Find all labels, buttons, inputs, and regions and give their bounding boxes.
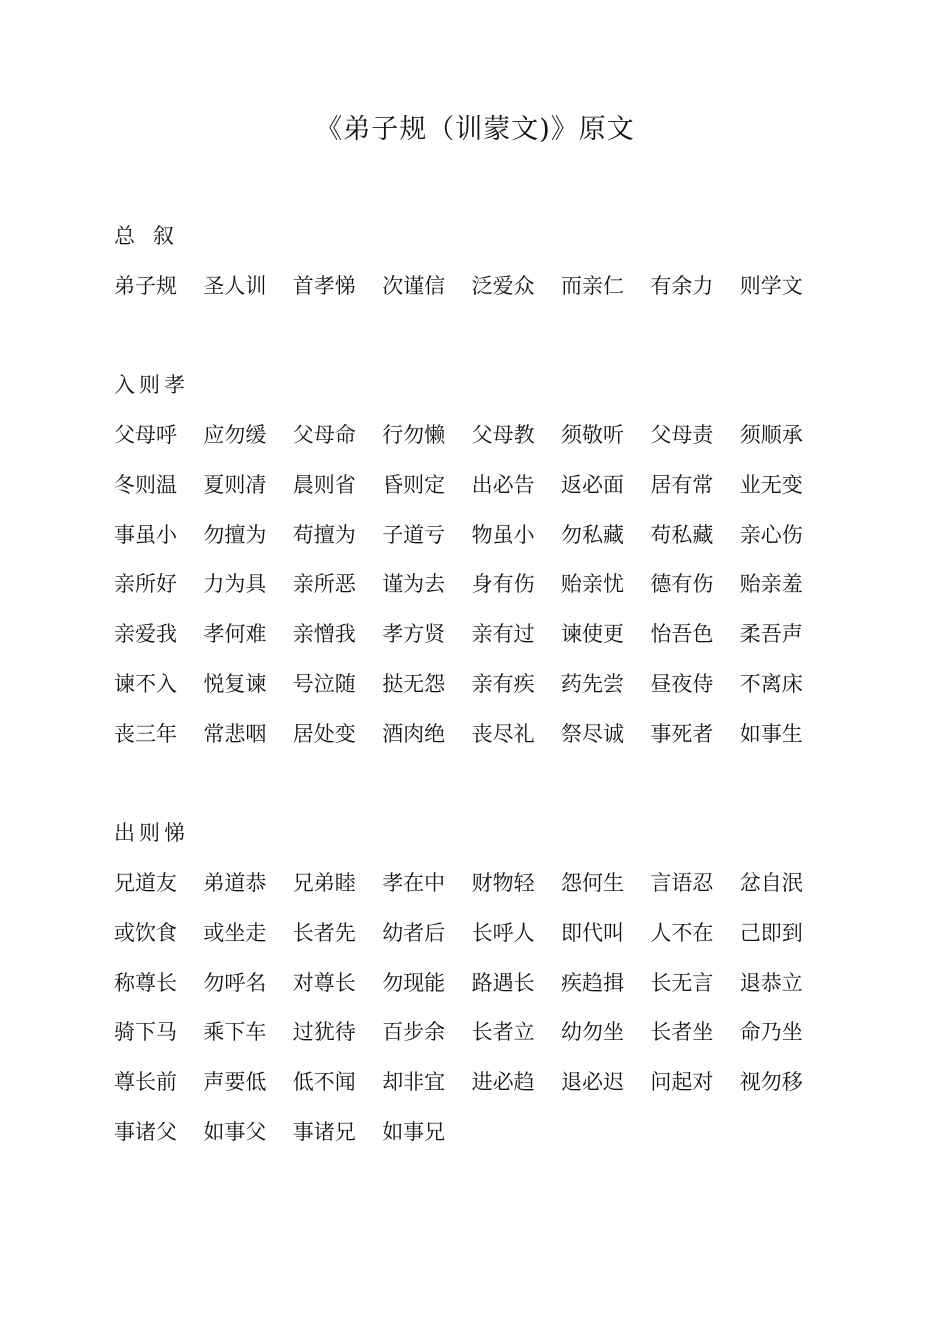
verse-phrase: 言语忍 [650,871,714,895]
verse-phrase: 丧三年 [114,721,177,746]
verse-phrase: 勿呼名 [203,970,267,995]
verse-phrase: 声要低 [203,1070,267,1095]
verse-phrase: 祭尽诚 [561,721,624,746]
verse-phrase: 事诸兄 [292,1120,356,1144]
verse-phrase: 长者坐 [650,1020,714,1045]
verse-line [114,1017,874,1047]
verse-phrase: 父母命 [292,423,356,447]
verse-phrase: 或坐走 [203,920,267,945]
verse-phrase: 号泣随 [292,672,356,696]
verse-phrase: 药先尝 [561,672,624,696]
verse-phrase: 柔吾声 [739,622,803,647]
verse-phrase: 亲有过 [471,622,535,647]
verse-phrase: 父母呼 [114,423,177,447]
verse-line [114,868,874,898]
verse-phrase: 亲所好 [114,572,177,597]
verse-phrase: 亲憎我 [292,622,356,647]
verse-phrase: 幼勿坐 [561,1020,624,1045]
verse-phrase: 子道亏 [382,522,446,547]
verse-phrase: 财物轻 [471,871,535,895]
verse-phrase: 悦复谏 [203,672,267,696]
verse-phrase: 对尊长 [292,970,356,995]
verse-phrase: 事诸父 [114,1120,177,1144]
verse-line [114,1067,874,1097]
verse-phrase: 首孝悌 [292,274,356,298]
verse-phrase: 常悲咽 [203,721,267,746]
verse-phrase: 兄道友 [114,871,177,895]
verse-phrase: 亲爱我 [114,622,177,647]
verse-phrase: 己即到 [739,920,803,945]
verse-phrase: 孝何难 [203,622,267,647]
verse-phrase: 长呼人 [471,920,535,945]
page-title: 《弟子规（训蒙文)》原文 [315,114,635,145]
verse-phrase: 孝在中 [382,871,446,895]
verse-phrase: 业无变 [739,472,803,497]
verse-line [114,968,874,998]
verse-phrase: 返必面 [561,472,624,497]
verse-phrase: 长者先 [292,920,356,945]
verse-phrase: 骑下马 [114,1020,177,1045]
verse-phrase: 尊长前 [114,1070,177,1095]
verse-phrase: 疾趋揖 [561,970,624,995]
verse-phrase: 则学文 [739,274,803,298]
verse-phrase: 身有伤 [471,572,535,597]
verse-phrase: 如事父 [203,1120,267,1144]
verse-phrase: 须顺承 [739,423,803,447]
verse-phrase: 昼夜侍 [650,672,714,696]
verse-phrase: 居有常 [650,472,714,497]
verse-phrase: 或饮食 [114,920,177,945]
verse-phrase: 进必趋 [471,1070,535,1095]
verse-phrase: 父母教 [471,423,535,447]
verse-phrase: 谨为去 [382,572,446,597]
verse-line [114,719,874,749]
verse-phrase: 命乃坐 [739,1020,803,1045]
verse-line [114,1117,874,1147]
verse-phrase: 丧尽礼 [471,721,535,746]
verse-phrase: 苟擅为 [292,522,356,547]
verse-phrase: 如事生 [739,721,803,746]
verse-phrase: 出必告 [471,472,535,497]
verse-line [114,520,874,550]
verse-phrase: 长者立 [471,1020,535,1045]
verse-phrase: 晨则省 [292,472,356,497]
verse-phrase: 而亲仁 [561,274,624,298]
verse-phrase: 酒肉绝 [382,721,446,746]
verse-phrase: 弟道恭 [203,871,267,895]
verse-phrase: 贻亲羞 [739,572,803,597]
section-heading: 总叙 [114,224,192,248]
verse-phrase: 泛爱众 [471,274,535,298]
verse-phrase: 长无言 [650,970,714,995]
verse-phrase: 行勿懒 [382,423,446,447]
section-heading: 出则悌 [114,821,189,845]
verse-phrase: 亲有疾 [471,672,535,696]
verse-phrase: 力为具 [203,572,267,597]
verse-phrase: 退恭立 [739,970,803,995]
verse-phrase: 路遇长 [471,970,535,995]
verse-line [114,918,874,948]
verse-phrase: 乘下车 [203,1020,267,1045]
verse-phrase: 有余力 [650,274,714,298]
verse-line [114,271,874,301]
verse-phrase: 挞无怨 [382,672,446,696]
verse-phrase: 不离床 [739,672,803,696]
verse-phrase: 孝方贤 [382,622,446,647]
verse-line [114,569,874,599]
verse-phrase: 忿自泯 [739,871,803,895]
verse-phrase: 德有伤 [650,572,714,597]
verse-phrase: 亲心伤 [739,522,803,547]
verse-phrase: 问起对 [650,1070,714,1095]
verse-phrase: 夏则凊 [203,472,267,497]
verse-phrase: 事死者 [650,721,714,746]
verse-phrase: 居处变 [292,721,356,746]
verse-phrase: 昏则定 [382,472,446,497]
verse-line [114,470,874,500]
verse-phrase: 怨何生 [561,871,624,895]
verse-phrase: 视勿移 [739,1070,803,1095]
verse-phrase: 却非宜 [382,1070,446,1095]
verse-line [114,420,874,450]
verse-phrase: 亲所恶 [292,572,356,597]
verse-phrase: 谏使更 [561,622,624,647]
verse-phrase: 苟私藏 [650,522,714,547]
verse-phrase: 百步余 [382,1020,446,1045]
verse-phrase: 低不闻 [292,1070,356,1095]
verse-phrase: 事虽小 [114,522,177,547]
verse-phrase: 称尊长 [114,970,177,995]
verse-phrase: 即代叫 [561,920,624,945]
section-heading: 入则孝 [114,373,189,397]
verse-phrase: 贻亲忧 [561,572,624,597]
verse-phrase: 冬则温 [114,472,177,497]
verse-phrase: 圣人训 [203,274,267,298]
verse-phrase: 如事兄 [382,1120,446,1144]
verse-phrase: 次谨信 [382,274,446,298]
verse-phrase: 须敬听 [561,423,624,447]
verse-phrase: 兄弟睦 [292,871,356,895]
verse-phrase: 退必迟 [561,1070,624,1095]
verse-phrase: 勿擅为 [203,522,267,547]
verse-phrase: 父母责 [650,423,714,447]
verse-phrase: 人不在 [650,920,714,945]
verse-phrase: 物虽小 [471,522,535,547]
verse-phrase: 勿现能 [382,970,446,995]
verse-line [114,669,874,699]
verse-phrase: 谏不入 [114,672,177,696]
verse-line [114,619,874,649]
verse-phrase: 勿私藏 [561,522,624,547]
verse-phrase: 怡吾色 [650,622,714,647]
verse-phrase: 过犹待 [292,1020,356,1045]
verse-phrase: 应勿缓 [203,423,267,447]
verse-phrase: 弟子规 [114,274,177,298]
verse-phrase: 幼者后 [382,920,446,945]
